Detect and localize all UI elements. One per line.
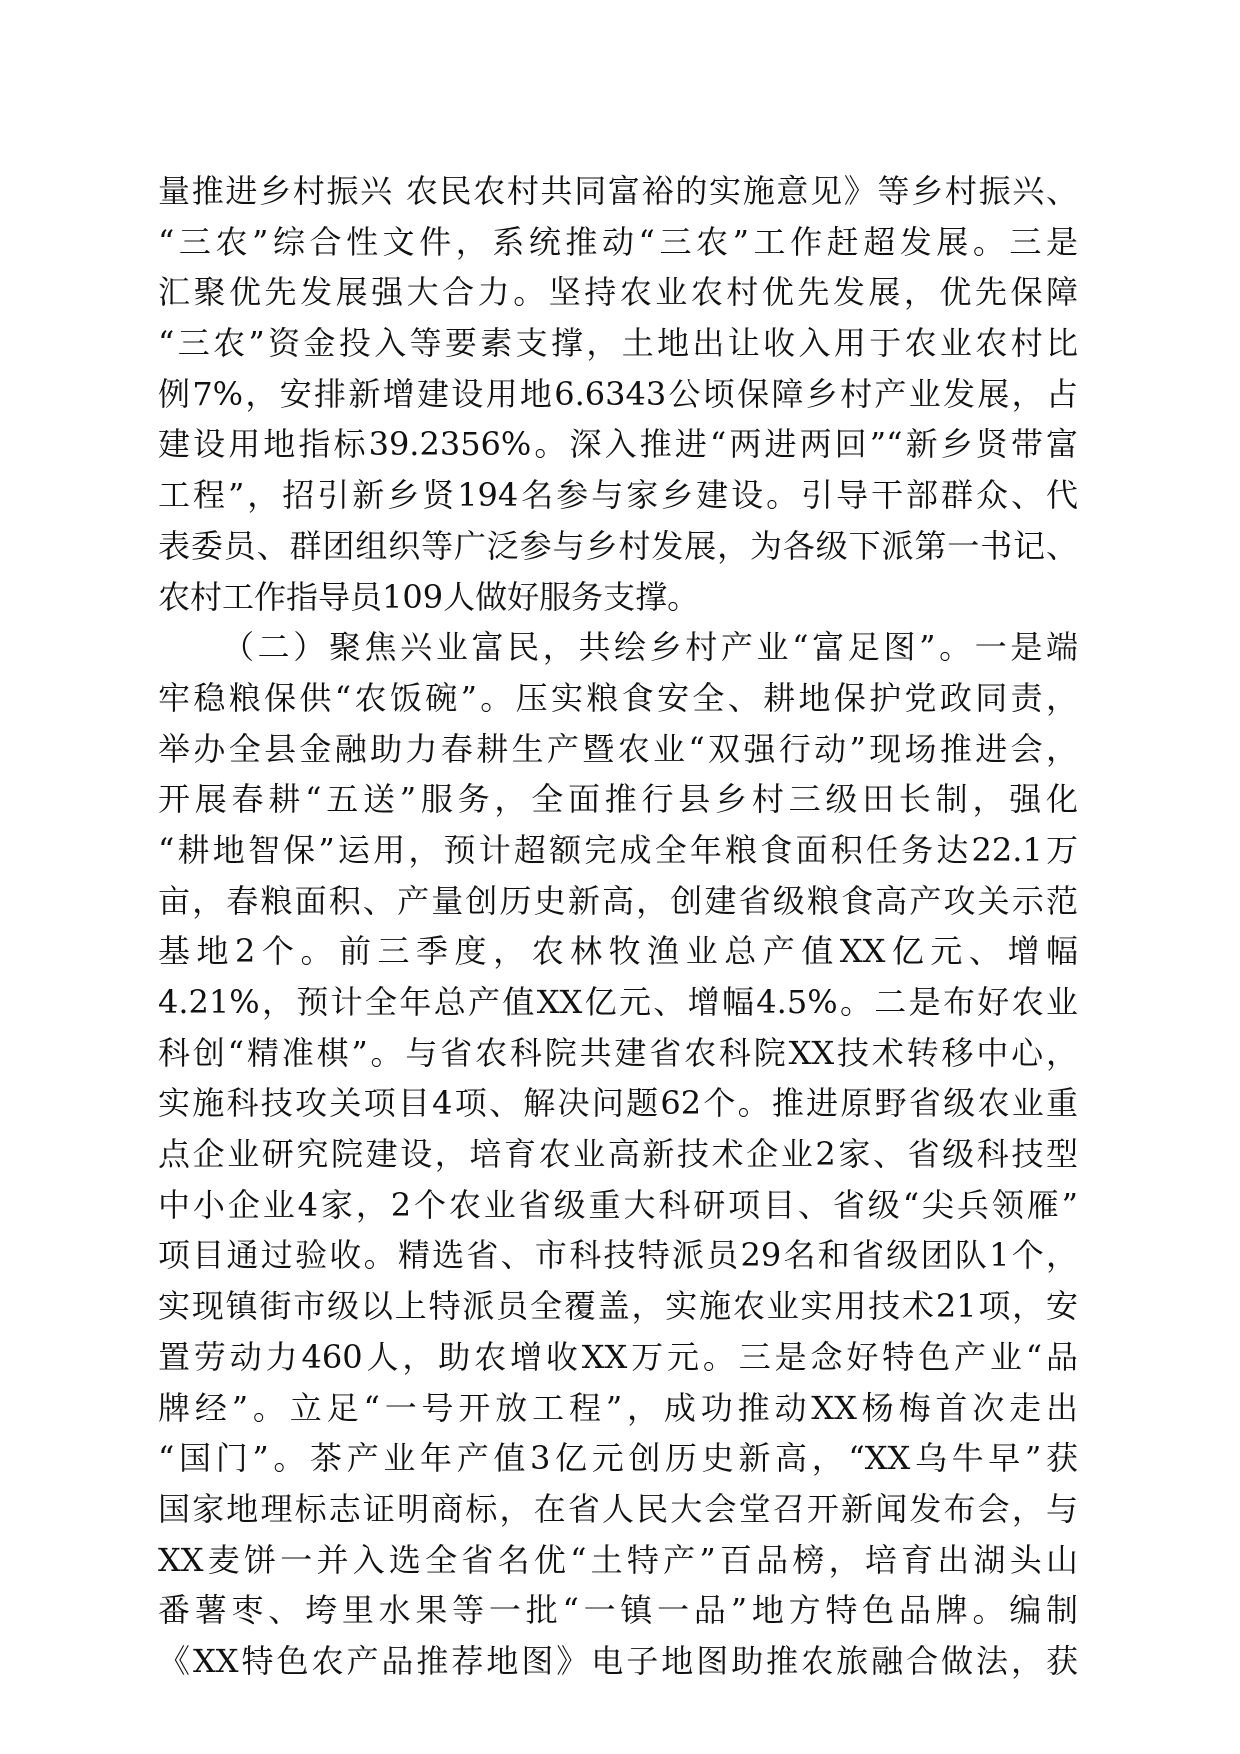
paragraph-2	[158, 622, 1078, 1686]
text-line: 汇聚优先发展强大合力。坚持农业农村优先发展，优先保障	[158, 273, 1078, 312]
text-line: 牌经”。立足“一号开放工程”，成功推动XX杨梅首次走出	[158, 1388, 1078, 1427]
text-line: 开展春耕“五送”服务，全面推行县乡村三级田长制，强化	[158, 780, 1078, 819]
text-line: 实现镇街市级以上特派员全覆盖，实施农业实用技术21项，安	[158, 1287, 1078, 1326]
text-line: 建设用地指标39.2356%。深入推进“两进两回”“新乡贤带富	[158, 425, 1078, 464]
text-line: XX麦饼一并入选全省名优“土特产”百品榜，培育出湖头山	[158, 1540, 1078, 1579]
text-line: “三农”资金投入等要素支撑，土地出让收入用于农业农村比	[158, 324, 1078, 363]
text-line: 亩，春粮面积、产量创历史新高，创建省级粮食高产攻关示范	[158, 881, 1078, 920]
body-text	[158, 166, 1078, 1687]
text-line: 农村工作指导员109人做好服务支撑。	[158, 577, 700, 616]
text-line: 实施科技攻关项目4项、解决问题62个。推进原野省级农业重	[158, 1084, 1078, 1123]
text-line: 4.21%，预计全年总产值XX亿元、增幅4.5%。二是布好农业	[158, 983, 1078, 1021]
text-line: 国家地理标志证明商标，在省人民大会堂召开新闻发布会，与	[158, 1489, 1078, 1528]
text-line: “三农”综合性文件，系统推动“三农”工作赶超发展。三是	[158, 222, 1078, 261]
text-line: 表委员、群团组织等广泛参与乡村发展，为各级下派第一书记、	[158, 526, 1078, 565]
text-line: 中小企业4家，2个农业省级重大科研项目、省级“尖兵领雁”	[158, 1185, 1078, 1224]
paragraph-1	[158, 166, 1078, 622]
text-line: 科创“精准棋”。与省农科院共建省农科院XX技术转移中心，	[158, 1033, 1078, 1072]
text-line: 工程”，招引新乡贤194名参与家乡建设。引导干部群众、代	[158, 476, 1078, 515]
text-line: 基地2个。前三季度，农林牧渔业总产值XX亿元、增幅	[158, 932, 1078, 971]
text-line: “国门”。茶产业年产值3亿元创历史新高，“XX乌牛早”获	[158, 1439, 1078, 1478]
text-line: 举办全县金融助力春耕生产暨农业“双强行动”现场推进会，	[158, 729, 1078, 768]
text-line: 置劳动力460人，助农增收XX万元。三是念好特色产业“品	[158, 1337, 1078, 1376]
text-line: 项目通过验收。精选省、市科技特派员29名和省级团队1个，	[158, 1236, 1078, 1275]
text-line: 点企业研究院建设，培育农业高新技术企业2家、省级科技型	[158, 1135, 1078, 1174]
text-line: 牢稳粮保供“农饭碗”。压实粮食安全、耕地保护党政同责，	[158, 678, 1078, 717]
text-line: “耕地智保”运用，预计超额完成全年粮食面积任务达22.1万	[158, 830, 1078, 869]
text-line: 例7%，安排新增建设用地6.6343公顷保障乡村产业发展，占	[158, 374, 1078, 413]
text-line: 《XX特色农产品推荐地图》电子地图助推农旅融合做法，获	[158, 1641, 1078, 1680]
text-line: 番薯枣、垮里水果等一批“一镇一品”地方特色品牌。编制	[158, 1591, 1078, 1630]
text-line: 量推进乡村振兴 农民农村共同富裕的实施意见》等乡村振兴、	[158, 172, 1078, 210]
section-heading-line: （二）聚焦兴业富民，共绘乡村产业“富足图”。一是端	[222, 628, 1078, 667]
